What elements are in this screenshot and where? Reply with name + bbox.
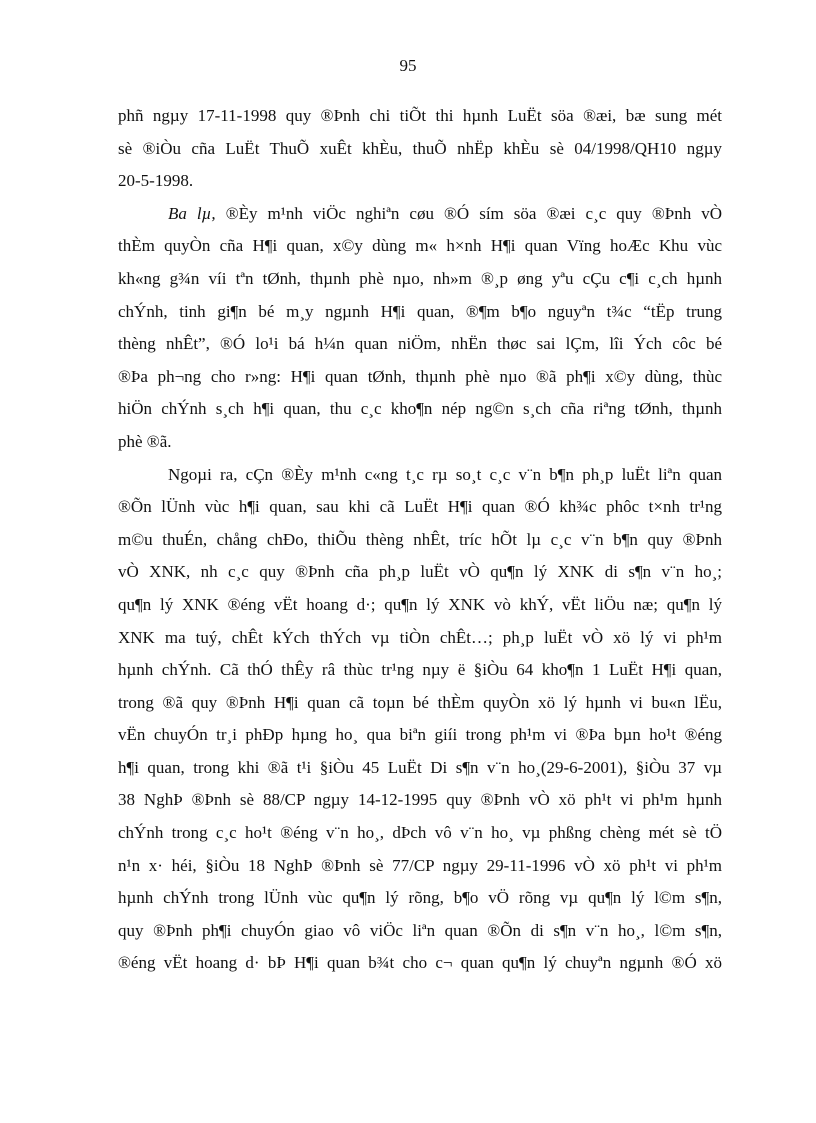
paragraph-lead: Ba lµ, bbox=[168, 203, 216, 223]
text-line: vËn chuyÓn tr¸i phÐp hµng ho¸ qua biªn giíi trong ph¹m vi ®Þa bµn ho¹t ®éng bbox=[118, 725, 722, 745]
paragraph-1 bbox=[118, 100, 722, 198]
text-line: thÈm quyÒn cña H¶i quan, x©y dùng m« h×nh H¶i quan Vïng hoÆc Khu vùc bbox=[118, 236, 722, 256]
text-line: phñ ngµy 17-11-1998 quy ®Þnh chi tiÕt thi hµnh LuËt söa ®æi, bæ sung mét bbox=[118, 106, 722, 125]
text-line: hµnh chÝnh trong lÜnh vùc qu¶n lý rõng, b¶o vÖ rõng vµ qu¶n lý l©m s¶n, bbox=[118, 888, 722, 908]
text-line: ®éng vËt hoang d· bÞ H¶i quan b¾t cho c¬ quan qu¶n lý chuyªn ngµnh ®Ó xö bbox=[118, 953, 722, 973]
text-line: phè ®ã. bbox=[118, 431, 172, 451]
text-line: quy ®Þnh ph¶i chuyÓn giao vô viÖc liªn quan ®Õn di s¶n v¨n ho¸, l©m s¶n, bbox=[118, 920, 722, 940]
text-line: vÒ XNK, nh c¸c quy ®Þnh cña ph¸p luËt vÒ qu¶n lý XNK di s¶n v¨n ho¸; bbox=[118, 562, 722, 582]
text-line: thèng nhÊt”, ®Ó lo¹i bá h¼n quan niÖm, nhËn thøc sai lÇm, lîi Ých côc bé bbox=[118, 334, 722, 354]
text-line-rest: ®Èy m¹nh viÖc nghiªn cøu ®Ó sím söa ®æi c¸c quy ®Þnh vÒ bbox=[215, 203, 722, 223]
text-line: qu¶n lý XNK ®éng vËt hoang d·; qu¶n lý XNK vò khÝ, vËt liÖu næ; qu¶n lý bbox=[118, 594, 722, 614]
text-line: ®Õn lÜnh vùc h¶i quan, sau khi cã LuËt H¶i quan ®Ó kh¾c phôc t×nh tr¹ng bbox=[118, 497, 722, 517]
text-line: Ngoµi ra, cÇn ®Èy m¹nh c«ng t¸c rµ so¸t c¸c v¨n b¶n ph¸p luËt liªn quan bbox=[168, 464, 722, 484]
text-line: chÝnh trong c¸c ho¹t ®éng v¨n ho¸, dÞch vô v¨n ho¸ vµ phßng chèng mét sè tÖ bbox=[118, 823, 722, 843]
text-line: XNK ma tuý, chÊt kÝch thÝch vµ tiÒn chÊt…; ph¸p luËt vÒ xö lý vi ph¹m bbox=[118, 627, 722, 647]
text-line: hµnh chÝnh. Cã thÓ thÊy râ thùc tr¹ng nµy ë §iÒu 64 kho¶n 1 LuËt H¶i quan, bbox=[118, 660, 722, 680]
paragraph-2 bbox=[118, 198, 722, 459]
text-line: trong ®ã quy ®Þnh H¶i quan cã toµn bé thÈm quyÒn xö lý hµnh vi bu«n lËu, bbox=[118, 692, 722, 712]
text-line: chÝnh, tinh gi¶n bé m¸y ngµnh H¶i quan, ®¶m b¶o nguyªn t¾c “tËp trung bbox=[118, 301, 722, 321]
body-text bbox=[118, 100, 722, 980]
text-line: h¶i quan, trong khi ®ã t¹i §iÒu 45 LuËt Di s¶n v¨n ho¸(29-6-2001), §iÒu 37 vµ bbox=[118, 757, 722, 777]
text-line: m©u thuÉn, chång chÐo, thiÕu thèng nhÊt, tríc hÕt lµ c¸c v¨n b¶n quy ®Þnh bbox=[118, 529, 722, 549]
text-line: 20-5-1998. bbox=[118, 171, 194, 191]
text-line: sè ®iÒu cña LuËt ThuÕ xuÊt khÈu, thuÕ nhËp khÈu sè 04/1998/QH10 ngµy bbox=[118, 138, 722, 158]
paragraph-3 bbox=[118, 459, 722, 981]
text-line bbox=[118, 198, 722, 231]
page-number: 95 bbox=[399, 56, 417, 75]
text-line: ®Þa ph¬ng cho r»ng: H¶i quan tØnh, thµnh phè nµo ®ã ph¶i x©y dùng, thùc bbox=[118, 366, 722, 386]
text-line: n¹n x· héi, §iÒu 18 NghÞ ®Þnh sè 77/CP ngµy 29-11-1996 vÒ xö ph¹t vi ph¹m bbox=[118, 855, 722, 875]
text-line: kh«ng g¾n víi tªn tØnh, thµnh phè nµo, nh»m ®¸p øng yªu cÇu c¶i c¸ch hµnh bbox=[118, 268, 722, 288]
text-line: 38 NghÞ ®Þnh sè 88/CP ngµy 14-12-1995 quy ®Þnh vÒ xö ph¹t vi ph¹m hµnh bbox=[118, 790, 722, 810]
text-line: hiÖn chÝnh s¸ch h¶i quan, thu c¸c kho¶n nép ng©n s¸ch cña riªng tØnh, thµnh bbox=[118, 399, 722, 419]
